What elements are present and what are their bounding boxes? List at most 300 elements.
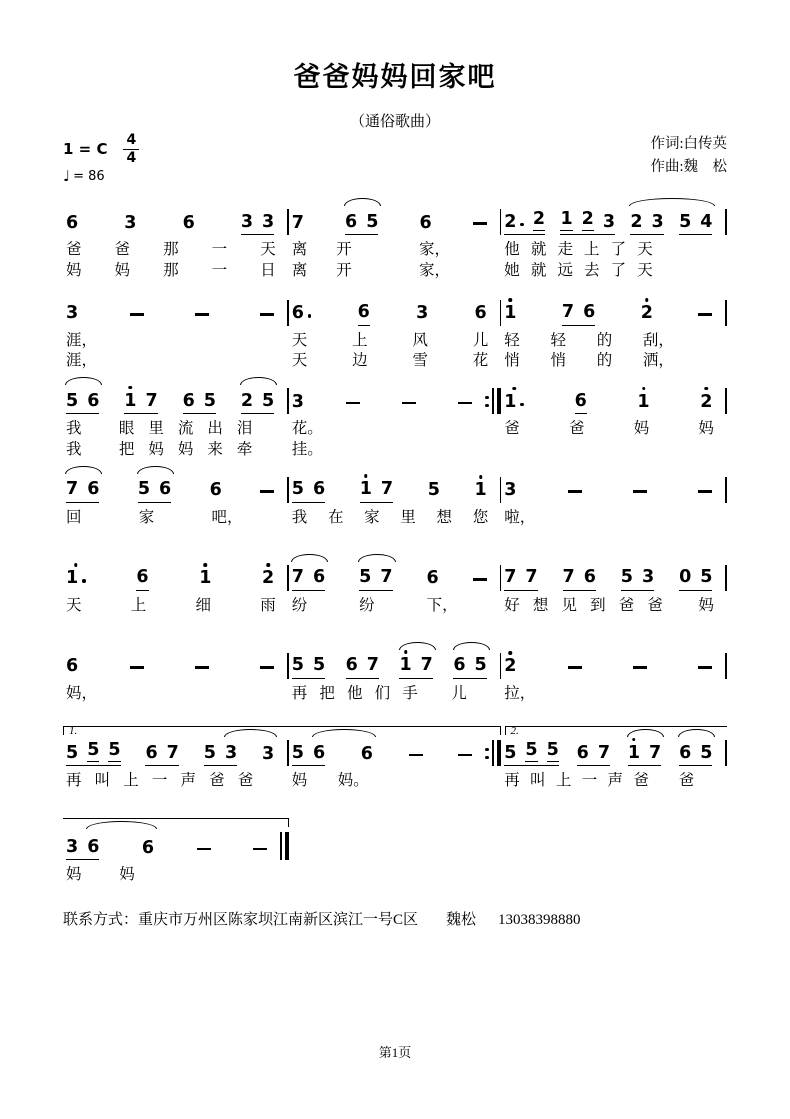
repeat-barline xyxy=(485,740,501,766)
note-digit: 1 xyxy=(399,657,411,675)
duration-dash xyxy=(260,666,274,669)
note-group xyxy=(346,402,360,415)
lyric-syllable: 花。 xyxy=(291,420,323,438)
duration-dash xyxy=(409,754,423,757)
repeat-barline xyxy=(485,388,501,414)
song-genre: （通俗歌曲） xyxy=(349,114,440,130)
note-digit: 6 xyxy=(360,743,373,764)
lyrics-verse-1 xyxy=(63,420,727,438)
lyric-syllable: 妈 xyxy=(698,596,714,614)
beamed-note-group xyxy=(360,481,393,503)
note-digit: 5 xyxy=(137,479,150,500)
lyric-syllable xyxy=(676,597,685,615)
measure xyxy=(501,209,727,235)
lyric-syllable xyxy=(645,685,654,703)
note-digit: 5 xyxy=(203,742,216,763)
lyric-syllable xyxy=(381,262,390,280)
slur-arc xyxy=(629,198,715,206)
note-group xyxy=(633,490,647,503)
octave-dot-above xyxy=(509,298,513,302)
note-group xyxy=(473,222,487,235)
beamed-note-group xyxy=(291,742,326,767)
note-digit: 1 xyxy=(360,481,372,499)
duration-dash xyxy=(568,666,582,669)
note-digit: 5 xyxy=(203,390,216,411)
augmentation-dot xyxy=(520,403,524,407)
measure xyxy=(63,653,289,679)
note-digit: 3 xyxy=(602,211,615,232)
barline xyxy=(725,653,727,679)
key-signature-block xyxy=(63,133,139,185)
note-group xyxy=(360,743,373,767)
note-digit: 1 xyxy=(66,570,86,588)
lyric-syllable xyxy=(369,441,378,459)
lyric-measure xyxy=(289,685,501,703)
repeat-dot xyxy=(485,404,488,407)
note-group xyxy=(458,754,472,767)
credits-block xyxy=(650,133,727,179)
lyric-measure xyxy=(63,241,289,259)
lyric-syllable: 洒， xyxy=(642,352,674,370)
note-group xyxy=(568,666,582,679)
meta-row xyxy=(63,132,727,186)
lyrics-verse-2 xyxy=(63,352,727,370)
note-digit: 7 xyxy=(66,479,79,500)
note-group xyxy=(402,402,416,415)
note-digit: 5 xyxy=(262,390,275,411)
slur-arc xyxy=(453,642,490,650)
lyric-syllable: 的 xyxy=(596,352,613,370)
lyric-syllable: 离 xyxy=(291,241,308,258)
barline xyxy=(725,740,727,766)
lyric-syllable: 里 xyxy=(148,420,164,438)
beamed-note-group xyxy=(66,836,100,861)
lyric-syllable xyxy=(266,352,275,370)
measure-content xyxy=(63,742,287,766)
lyric-measure xyxy=(501,597,727,615)
note-group xyxy=(182,212,195,236)
note-digit: 5 xyxy=(427,480,440,501)
lyric-syllable: 爸 xyxy=(568,420,585,438)
note-group xyxy=(504,482,516,503)
notes-row xyxy=(63,832,727,860)
lyric-measure xyxy=(289,262,501,280)
measure xyxy=(289,477,501,503)
duration-dash xyxy=(568,490,582,493)
note-digit: 5 xyxy=(366,211,379,232)
meter-denominator: 4 xyxy=(126,149,137,166)
duration-dash xyxy=(195,313,209,316)
note-digit: 5 xyxy=(359,567,372,588)
lyric-syllable xyxy=(586,685,595,703)
lyric-syllable: 来 xyxy=(207,441,223,459)
notes-row xyxy=(63,565,727,591)
note-digit: 7 xyxy=(562,567,575,588)
measure xyxy=(501,388,727,414)
lyric-measure xyxy=(289,420,501,438)
note-group xyxy=(568,490,582,503)
note-digit: 7 xyxy=(291,567,304,588)
lyric-syllable xyxy=(381,241,390,259)
lyric-syllable: 的 xyxy=(596,331,613,349)
lyric-measure xyxy=(63,420,289,438)
note-digit: 6 xyxy=(576,742,589,763)
measure-content xyxy=(63,481,287,503)
lyric-syllable: 想 xyxy=(436,508,453,526)
note-digit: 6 xyxy=(136,567,149,588)
augmentation-dot xyxy=(82,579,86,583)
note-digit: 5 xyxy=(620,567,633,588)
system-6 xyxy=(63,639,727,703)
note-digit: 3 xyxy=(641,567,655,588)
lyric-measure xyxy=(501,241,727,259)
lyric-syllable: 妈 xyxy=(119,866,135,884)
lyric-syllable: 一 xyxy=(151,772,168,790)
measure-content xyxy=(289,304,500,326)
measure xyxy=(63,832,289,860)
note-digit: 3 xyxy=(240,211,254,232)
tempo-value: = 86 xyxy=(73,168,105,184)
lyric-syllable: 再 xyxy=(504,772,520,790)
lyric-syllable: 里 xyxy=(400,508,416,526)
octave-dot-above xyxy=(705,387,709,391)
lyric-syllable xyxy=(645,509,654,527)
lyric-syllable: 家 xyxy=(364,508,380,526)
measure xyxy=(501,477,727,503)
lyric-syllable: 纷 xyxy=(291,596,308,614)
beamed-note-group xyxy=(66,742,121,766)
lyric-syllable: 把 xyxy=(118,441,135,459)
lyric-syllable: 想 xyxy=(532,596,549,614)
note-digit: 3 xyxy=(66,836,79,857)
note-digit: 5 xyxy=(679,211,692,232)
note-digit: 1 xyxy=(124,393,136,411)
lyric-syllable: 我 xyxy=(291,508,308,526)
lyric-measure xyxy=(63,866,289,884)
note-digit: 6 xyxy=(345,655,358,675)
duration-dash xyxy=(633,490,647,493)
lyric-measure xyxy=(501,685,727,703)
lyric-syllable xyxy=(207,685,216,703)
note-digit: 6 xyxy=(182,390,195,411)
lyric-syllable xyxy=(329,597,338,615)
beamed-note-group xyxy=(66,481,99,503)
lyric-syllable: 风 xyxy=(412,331,428,349)
note-digit: 3 xyxy=(262,211,275,232)
measure-content xyxy=(63,211,287,236)
lyric-syllable: 妈 xyxy=(698,420,714,438)
octave-dot-above xyxy=(129,386,133,390)
note-group xyxy=(409,754,423,767)
lyric-syllable: 泪 xyxy=(236,420,253,438)
barline-thin xyxy=(492,740,494,766)
lyric-syllable xyxy=(705,772,714,790)
beamed-note-group xyxy=(504,211,545,235)
note-group xyxy=(458,402,472,415)
slur-arc xyxy=(65,377,102,385)
lyric-measure xyxy=(501,352,727,370)
lyric-syllable xyxy=(424,420,433,438)
beamed-note-group xyxy=(346,657,379,679)
note-digit: 5 xyxy=(504,742,517,763)
note-digit: 6 xyxy=(159,479,172,500)
lyric-syllable: 天 xyxy=(291,331,308,349)
lyrics-verse-1 xyxy=(63,685,727,703)
lyric-syllable: 爸 xyxy=(66,241,82,258)
note-digit: 2 xyxy=(240,390,254,411)
measure-content xyxy=(501,569,725,591)
repeat-dots xyxy=(485,396,488,407)
lyrics-verse-1 xyxy=(63,332,727,350)
lyric-syllable xyxy=(571,441,580,459)
beamed-note-group xyxy=(630,211,664,236)
beamed-note-group xyxy=(574,390,587,415)
note-digit: 3 xyxy=(651,211,664,232)
repeat-dots xyxy=(485,748,488,759)
lyric-syllable: 妈 xyxy=(66,261,82,279)
lyric-syllable: 爸 xyxy=(114,241,131,258)
lyric-syllable: 在 xyxy=(327,508,344,526)
lyric-syllable xyxy=(705,509,714,527)
lyric-syllable: 叫 xyxy=(530,772,546,790)
measure-content xyxy=(63,569,287,591)
note-digit: 6 xyxy=(87,836,100,857)
note-digit: 2 xyxy=(581,209,594,229)
lyric-syllable: 牵 xyxy=(236,441,253,459)
lyric-measure xyxy=(289,241,501,259)
note-group xyxy=(66,570,86,591)
barline xyxy=(725,477,727,503)
lyric-syllable: 涯， xyxy=(66,331,98,349)
note-digit: 6 xyxy=(292,305,312,323)
lyric-measure xyxy=(63,262,289,280)
note-group xyxy=(262,743,275,767)
note-digit: 1 xyxy=(475,482,487,500)
contact-line xyxy=(63,908,727,929)
lyric-syllable xyxy=(396,597,405,615)
system-4 xyxy=(63,463,727,527)
slur-arc xyxy=(358,554,396,562)
beamed-note-group xyxy=(562,304,595,326)
lyric-measure xyxy=(501,509,727,527)
lyric-syllable xyxy=(266,685,275,703)
lyrics-verse-1 xyxy=(63,509,727,527)
measure xyxy=(289,565,501,591)
beamed-note-group xyxy=(240,211,275,236)
key-signature: 1 = C xyxy=(63,140,108,159)
lyric-measure xyxy=(63,772,289,790)
slur-arc xyxy=(65,466,102,474)
duration-dash xyxy=(698,490,712,493)
note-digit: 2 xyxy=(504,658,516,676)
beamed-note-group xyxy=(359,569,392,591)
lyric-syllable: 再 xyxy=(291,684,308,702)
beamed-note-group xyxy=(136,569,148,591)
repeat-dot xyxy=(485,748,488,751)
duration-dash xyxy=(698,313,712,316)
barline-thin xyxy=(492,388,494,414)
contact-phone: 13038398880 xyxy=(498,911,581,928)
lyric-syllable: 悄 xyxy=(504,352,520,370)
lyric-syllable xyxy=(684,241,693,259)
volta-label: 1. xyxy=(69,725,78,738)
lyric-syllable: 那 xyxy=(163,241,179,258)
note-group xyxy=(66,212,79,236)
lyric-syllable: 天 xyxy=(291,352,308,370)
lyric-syllable: 眼 xyxy=(118,420,135,438)
notes-row xyxy=(63,300,727,326)
lyric-syllable: 了 xyxy=(610,241,627,258)
volta-label: 2. xyxy=(510,725,519,738)
lyric-syllable: 声 xyxy=(180,772,197,790)
note-digit: 7 xyxy=(420,655,433,675)
lyric-syllable: 到 xyxy=(590,596,606,614)
note-digit: 1 xyxy=(560,209,573,229)
lyric-syllable: 妈 xyxy=(291,772,308,790)
duration-dash xyxy=(473,578,487,581)
octave-dot-above xyxy=(404,650,408,654)
lyric-syllable: 日 xyxy=(260,261,276,279)
note-digit: 6 xyxy=(66,212,79,233)
note-digit: 6 xyxy=(426,568,439,589)
lyric-measure xyxy=(63,441,289,459)
lyric-syllable: 再 xyxy=(66,772,82,790)
score xyxy=(63,195,727,884)
lyric-measure xyxy=(63,685,289,703)
note-digit: 1 xyxy=(504,305,516,323)
lyric-syllable: 刮， xyxy=(642,331,674,349)
lyric-syllable: 妈 xyxy=(114,261,131,279)
repeat-dot xyxy=(485,396,488,399)
augmentation-dot xyxy=(308,314,312,318)
octave-dot-above xyxy=(266,563,270,567)
lyric-measure xyxy=(501,332,727,350)
lyric-syllable: 妈 xyxy=(66,866,82,884)
measure-content xyxy=(501,658,725,679)
note-digit: 6 xyxy=(583,302,596,323)
measure-content xyxy=(289,657,500,679)
beamed-note-group xyxy=(203,742,238,767)
measure xyxy=(501,740,727,766)
lyric-syllable xyxy=(96,420,105,438)
lyric-syllable xyxy=(96,441,105,459)
measure-content xyxy=(63,836,280,861)
note-group xyxy=(633,666,647,679)
beamed-note-group xyxy=(399,657,432,679)
measure xyxy=(63,740,289,766)
beamed-note-group xyxy=(679,211,713,236)
measure xyxy=(63,477,289,503)
lyric-syllable: 就 xyxy=(530,261,547,279)
note-group xyxy=(260,490,274,503)
contact-address: 重庆市万州区陈家坝江南新区滨江一号C区 xyxy=(138,911,419,928)
lyric-syllable: 爸 xyxy=(618,596,635,614)
lyric-measure xyxy=(501,772,727,790)
barline xyxy=(725,565,727,591)
beamed-note-group xyxy=(576,742,610,767)
lyric-syllable xyxy=(147,685,156,703)
lyric-syllable: 离 xyxy=(291,261,308,279)
duration-dash xyxy=(346,402,360,405)
lyric-syllable xyxy=(172,866,181,884)
lyric-syllable xyxy=(479,685,488,703)
note-group xyxy=(698,666,712,679)
key-and-meter xyxy=(63,133,139,165)
lyrics-verse-1 xyxy=(63,772,727,790)
lyric-syllable: 细 xyxy=(195,596,211,614)
volta-bracket xyxy=(63,725,501,738)
note-digit: 7 xyxy=(597,742,610,763)
lyric-syllable: 爸 xyxy=(633,772,649,790)
lyric-syllable: 走 xyxy=(557,241,573,258)
note-digit: 5 xyxy=(546,740,559,761)
augmentation-dot xyxy=(520,223,524,227)
barline xyxy=(725,388,727,414)
slur-arc xyxy=(399,642,436,650)
tempo-marking xyxy=(63,167,139,185)
repeat-dot xyxy=(485,756,488,759)
note-digit: 5 xyxy=(87,740,100,761)
lyric-syllable xyxy=(178,509,187,527)
note-group xyxy=(260,666,274,679)
lyric-syllable: 上 xyxy=(123,772,139,790)
beamed-note-group xyxy=(621,569,654,591)
note-digit: 1 xyxy=(199,570,211,588)
lyric-syllable: 把 xyxy=(319,684,335,702)
lyric-syllable: 他 xyxy=(504,241,520,258)
measure-content xyxy=(63,305,287,326)
measure-content xyxy=(63,390,287,415)
note-group xyxy=(262,570,274,591)
note-group xyxy=(199,570,211,591)
note-digit: 7 xyxy=(145,390,158,411)
note-digit: 2 xyxy=(262,570,274,588)
lyric-syllable xyxy=(266,441,275,459)
lyric-measure xyxy=(289,352,501,370)
beamed-note-group xyxy=(124,390,158,415)
duration-dash xyxy=(633,666,647,669)
lyric-syllable xyxy=(705,685,714,703)
note-digit: 7 xyxy=(366,655,379,675)
lyric-syllable xyxy=(504,441,513,459)
note-digit: 5 xyxy=(108,740,121,761)
lyric-syllable: 那 xyxy=(163,261,179,279)
measure-content xyxy=(63,658,287,679)
lyric-syllable: 拉， xyxy=(504,684,536,702)
note-group xyxy=(700,391,713,415)
lyric-syllable xyxy=(207,352,216,370)
note-group xyxy=(66,658,78,679)
note-group xyxy=(291,212,304,236)
lyric-syllable: 去 xyxy=(584,261,600,279)
octave-dot-above xyxy=(364,474,368,478)
lyric-syllable xyxy=(430,685,439,703)
note-digit: 2 xyxy=(700,394,712,412)
slur-arc xyxy=(291,554,328,562)
note-group xyxy=(130,666,144,679)
slur-arc xyxy=(344,198,381,206)
lyric-syllable xyxy=(266,509,275,527)
lyric-syllable xyxy=(664,262,673,280)
lyric-measure xyxy=(289,332,501,350)
system-2 xyxy=(63,286,727,371)
lyric-syllable xyxy=(479,597,488,615)
note-group xyxy=(253,848,267,861)
lyric-syllable: 家， xyxy=(418,261,450,279)
note-group xyxy=(698,313,712,326)
lyric-syllable: 啦， xyxy=(504,508,536,526)
lyric-measure xyxy=(501,262,727,280)
